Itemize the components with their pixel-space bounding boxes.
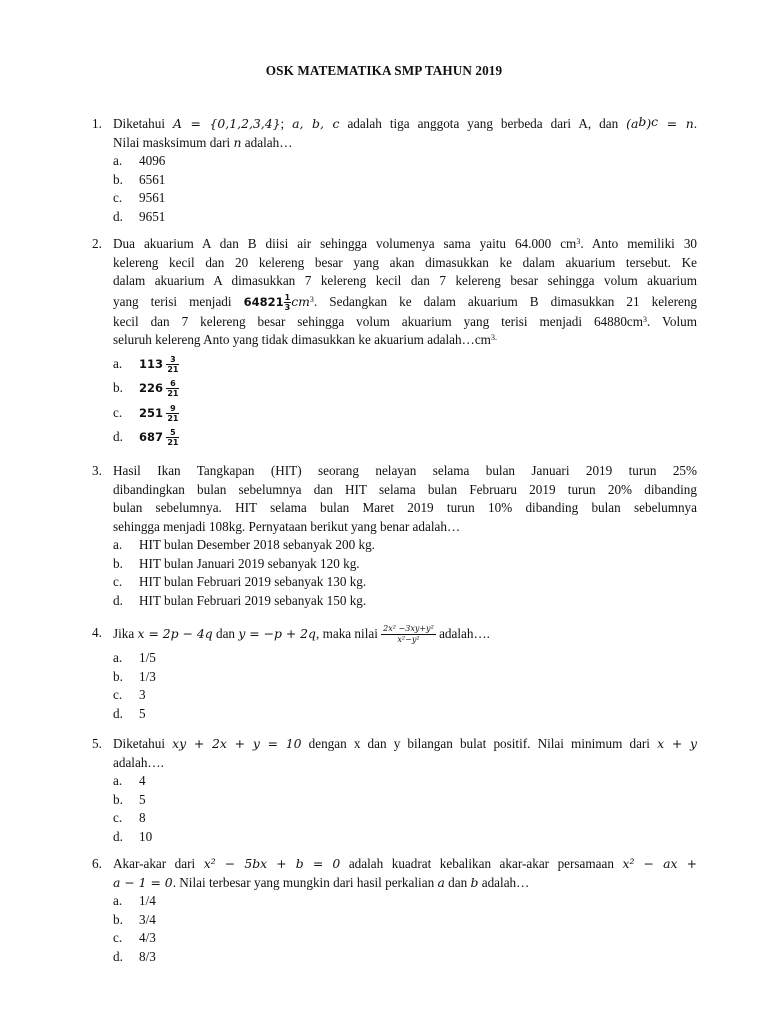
question-number: 1. [92, 116, 102, 131]
option-c: c. HIT bulan Februari 2019 sebanyak 130 kg. [113, 574, 367, 590]
question-text: Dua akuarium A dan B diisi air sehingga volumenya sama yaitu 64.000 $cm^3$. Anto memiliki 30 kelereng kecil dan 20 kelereng besar yang akan dimasukkan ke dalam akuarium tersebut. Ke dalam akuarium A dimasukkan 7 kelereng kecil dan 7 kelereng besar sehingga volum akuarium yang terisi menjadi 64821 $\frac{1}{3}$ $cm^3$. Sedangkan ke dalam akuarium B dimasukkan 21 kelereng kecil dan 7 kelereng besar sehingga volum akuarium yang terisi menjadi $64880cm^3$. Volum seluruh kelereng Anto yang tidak dimasukkan ke akuarium $adalah\dots cm^{3.}$ [113, 236, 698, 347]
question-4 [92, 622, 697, 724]
question-6 [92, 855, 697, 967]
option-d: d. HIT bulan Februari 2019 sebanyak 150 kg. [113, 593, 367, 609]
option-d: d. 9651 [113, 209, 166, 225]
option-a: a. 1/4 [113, 893, 156, 908]
question-number: 6. [92, 856, 102, 871]
page-title: OSK MATEMATIKA SMP TAHUN 2019 [265, 63, 503, 78]
option-b: b. HIT bulan Januari 2019 sebanyak 120 kg. [113, 555, 360, 571]
option-a: a. HIT bulan Desember 2018 sebanyak 200 kg. [113, 537, 375, 552]
question-text: Hasil Ikan Tangkapan (HIT) seorang nelayan selama bulan Januari 2019 turun 25% dibandingkan bulan sebelumnya dan HIT selama bulan Februaru 2019 turun 20% dibanding bulan sebelumnya. HIT selama bulan Maret 2019 turun 10% dibanding bulan sebelumnya sehingga menjadi 108kg. Pernyataan berikut yang benar adalah… [113, 463, 697, 534]
question-number: 2. [92, 236, 102, 251]
option-b: b. 6561 [113, 171, 166, 187]
option-c: c. 3 [113, 687, 146, 703]
option-list [113, 772, 697, 847]
question-2 [92, 235, 697, 450]
option-b: b. 5 [113, 791, 146, 807]
question-text: Akar-akar dari x² − 5bx + b = 0 adalah kuadrat kebalikan akar-akar persamaan x² − ax + a − 1 = 0. Nilai terbesar yang mungkin dari hasil perkalian a dan b adalah… [113, 856, 697, 890]
question-text: Diketahui A = {0,1,2,3,4}; a, b, c adalah tiga anggota yang berbeda dari A, dan $(a^b)^c = n$. Nilai masksimum dari n adalah… [113, 114, 697, 150]
option-d: d. 10 [113, 829, 153, 845]
option-d: d. 687 $\frac{5}{21}$ [113, 428, 179, 448]
option-d: d. 5 [113, 706, 146, 722]
question-number: 5. [92, 736, 102, 751]
option-a: a. 4096 [113, 153, 166, 168]
question-5 [92, 735, 697, 847]
option-c: c. 9561 [113, 190, 166, 206]
option-c: c. 4/3 [113, 930, 156, 946]
question-3 [92, 462, 697, 611]
option-list [113, 152, 697, 227]
option-c: c. 8 [113, 810, 146, 826]
question-text: Diketahui xy + 2x + y = 10 dengan x dan y bilangan bulat positif. Nilai minimum dari x + y adalah…. [113, 736, 698, 770]
option-a: a. 4 [113, 773, 146, 788]
question-1 [92, 115, 697, 227]
option-list [113, 892, 697, 967]
option-d: d. 8/3 [113, 949, 156, 965]
question-text: Jika x = 2p − 4q dan y = −p + 2q, maka nilai $\frac{\text{2x² −3xy+y²}}{\text{x²−y²}}$ adalah…. [113, 624, 490, 645]
option-a: a. 1/5 [113, 650, 156, 665]
option-a: a. 113 $\frac{3}{21}$ [113, 354, 179, 374]
option-b: b. 1/3 [113, 668, 156, 684]
option-b: b. 3/4 [113, 911, 156, 927]
question-number: 4. [92, 625, 102, 640]
option-c: c. 251 $\frac{9}{21}$ [113, 403, 179, 423]
question-number: 3. [92, 463, 102, 478]
option-list [113, 352, 697, 450]
option-b: b. 226 $\frac{6}{21}$ [113, 379, 179, 399]
option-list [113, 649, 697, 724]
option-list [113, 536, 697, 611]
